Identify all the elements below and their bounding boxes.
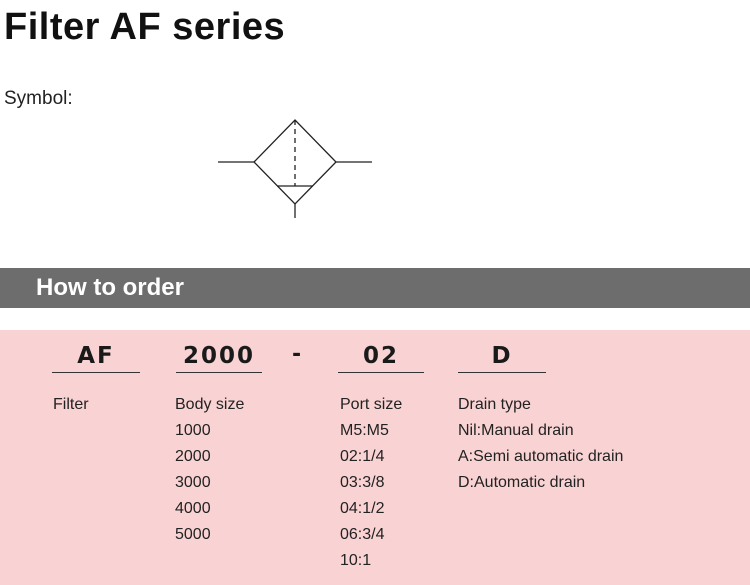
how-to-order-heading: How to order bbox=[36, 274, 184, 301]
code-prefix: AF bbox=[52, 342, 140, 373]
symbol-label: Symbol: bbox=[4, 88, 73, 109]
code-body-size: 2000 bbox=[176, 342, 262, 373]
drain-type-column bbox=[458, 394, 623, 498]
list-item: 10:1 bbox=[340, 552, 372, 569]
how-to-order-bar bbox=[0, 268, 750, 308]
filter-column bbox=[53, 394, 89, 420]
filter-label: Filter bbox=[53, 396, 89, 413]
list-item: 3000 bbox=[175, 474, 211, 491]
code-drain-type: D bbox=[458, 342, 546, 373]
code-port-size: 02 bbox=[338, 342, 424, 373]
list-item: 04:1/2 bbox=[340, 500, 385, 517]
filter-symbol-icon bbox=[210, 112, 380, 222]
list-item: M5:M5 bbox=[340, 422, 389, 439]
list-item: 5000 bbox=[175, 526, 211, 543]
list-item: 06:3/4 bbox=[340, 526, 385, 543]
port-size-column bbox=[340, 394, 402, 576]
list-item: 1000 bbox=[175, 422, 211, 439]
code-dash: - bbox=[292, 342, 302, 367]
body-size-column bbox=[175, 394, 244, 550]
list-item: A:Semi automatic drain bbox=[458, 448, 624, 465]
list-item: 03:3/8 bbox=[340, 474, 385, 491]
list-item: D:Automatic drain bbox=[458, 474, 586, 491]
drain-type-heading: Drain type bbox=[458, 396, 531, 413]
body-size-heading: Body size bbox=[175, 396, 245, 413]
list-item: 4000 bbox=[175, 500, 211, 517]
port-size-heading: Port size bbox=[340, 396, 403, 413]
order-code-panel bbox=[0, 330, 750, 585]
list-item: Nil:Manual drain bbox=[458, 422, 574, 439]
list-item: 2000 bbox=[175, 448, 211, 465]
list-item: 02:1/4 bbox=[340, 448, 385, 465]
page-title: Filter AF series bbox=[4, 6, 286, 48]
